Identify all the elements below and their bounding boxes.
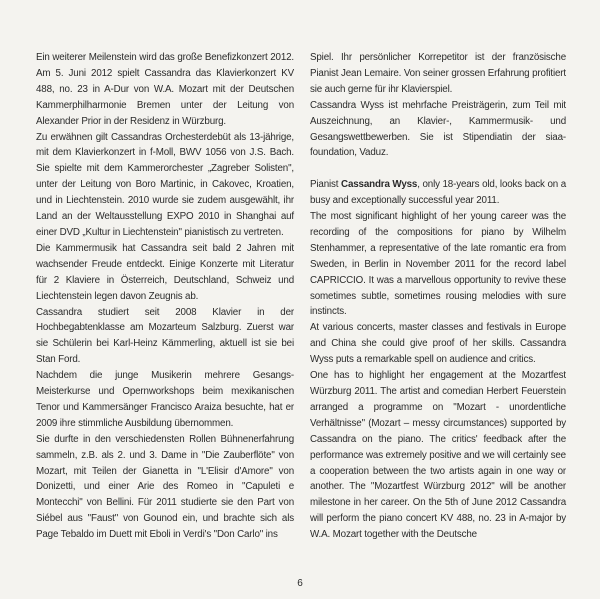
- intro-rest: , only 18-years old, looks back on a busy and exceptionally successful year 2011.: [310, 179, 567, 207]
- left-column-german: [36, 50, 294, 543]
- intro-prefix: Pianist: [310, 179, 342, 191]
- paragraph-awards: Cassandra Wyss ist mehrfache Preisträgerin, zum Teil mit Auszeichnung, an Klavier-, Kammermusik- und Gesangswettbewerben. Sie ist Stipendiatin der siaa-foundation, Vaduz.: [310, 99, 566, 159]
- paragraph-benefit-concert: Ein weiterer Meilenstein wird das große Benefizkonzert 2012. Am 5. Juni 2012 spielt Cassandra das Klavierkonzert KV 488, no. 23 in A-Dur von W.A. Mozart mit der Deutschen Kammerphilharmonie Bremen unter der Leitung von Alexander Prior in der Residenz in Würzburg.: [36, 52, 294, 127]
- paragraph-concerts: At various concerts, master classes and festivals in Europe and China she could give proof of her skills. Cassandra Wyss puts a remarkable spell on audience and critics.: [310, 322, 566, 366]
- paragraph-english-intro: [310, 177, 566, 209]
- paragraph-studies: Cassandra studiert seit 2008 Klavier in der Hochbegabtenklasse am Mozarteum Salzburg. Zuerst war sie Schülerin bei Karl-Heinz Kämmerling, aktuell ist sie bei Stan Ford.: [36, 306, 294, 366]
- paragraph-recording-highlight: The most significant highlight of her young career was the recording of the compositions for piano by Wilhelm Stenhammer, a representative of the late romantic era from Sweden, in Berlin in November 2011 for the record label CAPRICCIO. It was a marvellous opportunity to revive these sometimes subtle, sometimes rousing melodies with sure instincts.: [310, 211, 566, 318]
- paragraph-orchestra-debut: Zu erwähnen gilt Cassandras Orchesterdebüt als 13-jährige, mit dem Klavierkonzert in f-Moll, BWV 1056 von J.S. Bach. Sie spielte mit dem Kammerorchester „Zagreber Solisten", unter der Leitung von Boro Martinic, in Cakovec, Kroatien, und in Liechtenstein. 2010 wurde sie zudem ausgewählt, ihr Land an der Weltausstellung EXPO 2010 in Shanghai auf einer DVD „Kultur in Liechtenstein" pianistisch zu vertreten.: [36, 131, 294, 238]
- page-number: 6: [297, 578, 303, 589]
- paragraph-repetiteur: Spiel. Ihr persönlicher Korrepetitor ist der französische Pianist Jean Lemaire. Von seiner grossen Erfahrung profitiert sie auch gerne für ihr Klavierspiel.: [310, 52, 566, 95]
- paragraph-stage-roles: Sie durfte in den verschiedensten Rollen Bühnenerfahrung sammeln, z.B. als 2. und 3. Dame in "Die Zauberflöte" von Mozart, mit Teilen der Gianetta in "L'Elisir d'Amore" von Donizetti, und einer Arie des Romeo in "Capuleti e Montecchi" von Bellini. Für 2011 studierte sie den Part von Siébel aus "Faust" von Gounod ein, und brachte sich als Page Tebaldo im Duett mit Eboli in Verdi's "Don Carlo" ins: [36, 433, 294, 541]
- artist-name: Cassandra Wyss: [341, 179, 418, 191]
- right-column: [310, 50, 566, 543]
- paragraph-mozartfest: One has to highlight her engagement at the Mozartfest Würzburg 2011. The artist and comedian Herbert Feuerstein arranged a programme on "Mozart - unordentliche Verhältnisse" (Mozart – messy circumstances) supported by Cassandra on the piano. The critics' feedback after the performance was extremely positive and we will certainly see a cooperation between the two artists again in one way or another. The "Mozartfest Würzburg 2012" will be another milestone in her career. On the 5th of June 2012 Cassandra will perform the piano concert KV 488, no. 23 in A-major by W.A. Mozart together with the Deutsche: [310, 370, 566, 541]
- paragraph-chamber-music: Die Kammermusik hat Cassandra seit bald 2 Jahren mit wachsender Freude entdeckt. Einige Konzerte mit Literatur für 2 Klaviere in Österreich, Deutschland, Schweiz und Liechtenstein legen davon Zeugnis ab.: [36, 242, 294, 302]
- paragraph-voice-training: Nachdem die junge Musikerin mehrere Gesangs-Meisterkurse und Opernworkshops beim mexikanischen Tenor und Kammersänger Francisco Araiza besuchte, hat er 2009 ihre stimmliche Ausbildung übernommen.: [36, 370, 294, 429]
